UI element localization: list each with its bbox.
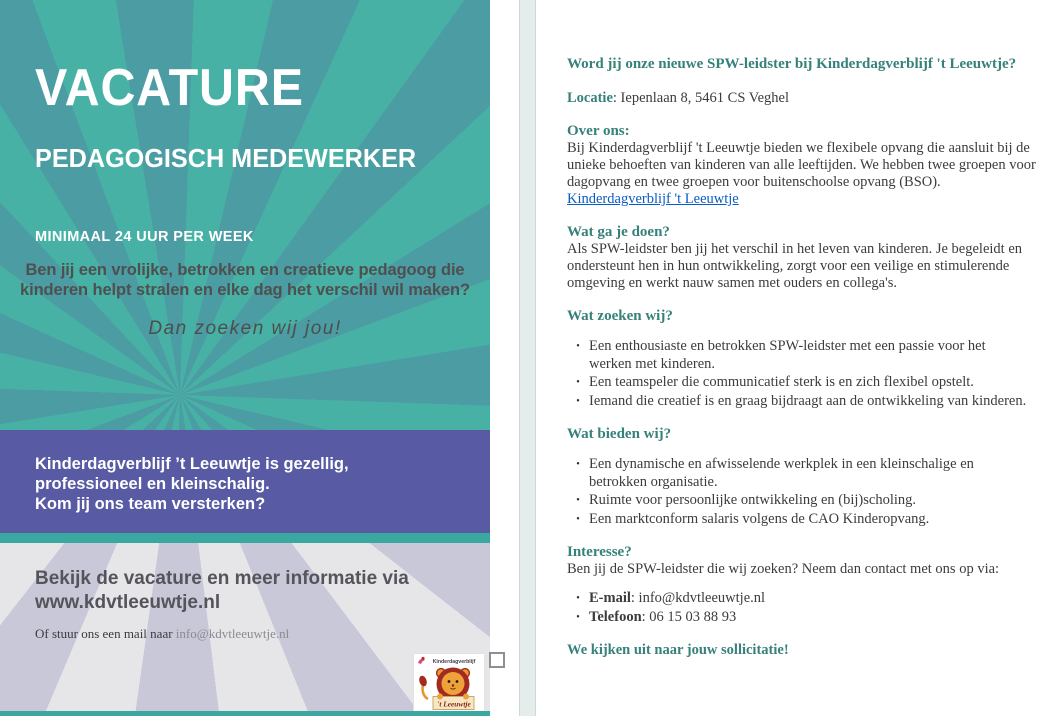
poster-subtitle: PEDAGOGISCH MEDEWERKER bbox=[35, 143, 417, 173]
location-label: Locatie bbox=[567, 90, 613, 106]
list-item: • Een dynamische en afwisselende werkplek in een kleinschalige en betrokken organisatie. bbox=[567, 456, 1047, 491]
mail-address: info@kdvtleeuwtje.nl bbox=[175, 626, 290, 641]
bullet-marker: • bbox=[576, 377, 580, 388]
bullet-marker: • bbox=[576, 593, 580, 604]
email-label: E-mail bbox=[589, 590, 631, 606]
poster-question-line2: kinderen helpt stralen en elke dag het verschil wil maken? bbox=[20, 281, 470, 299]
bullet-marker: • bbox=[576, 459, 580, 470]
poster-tagline: Dan zoeken wij jou! bbox=[148, 318, 342, 339]
bullet-marker: • bbox=[576, 513, 580, 525]
bullet-marker: • bbox=[576, 341, 580, 352]
vacancy-poster-page bbox=[0, 0, 490, 716]
closing-line: We kijken uit naar jouw sollicitatie! bbox=[567, 642, 789, 658]
phone-value: : 06 15 03 88 93 bbox=[641, 608, 737, 625]
list-item: • Een teamspeler die communicatief sterk is en zich flexibel opstelt. bbox=[567, 374, 1047, 392]
poster-hours: MINIMAAL 24 UUR PER WEEK bbox=[35, 229, 254, 245]
bullet-marker: • bbox=[576, 495, 580, 506]
lion-logo-icon bbox=[414, 654, 484, 714]
list-item: • Iemand die creatief is en graag bijdraagt aan de ontwikkeling van kinderen. bbox=[567, 393, 1047, 411]
purple-banner-line1: Kinderdagverblijf ’t Leeuwtje is gezellig, professioneel en kleinschalig. bbox=[35, 455, 349, 493]
location-value: : Iepenlaan 8, 5461 CS Veghel bbox=[612, 90, 790, 106]
poster-purple-banner bbox=[0, 430, 490, 533]
mail-line-prefix: Of stuur ons een mail naar bbox=[35, 626, 176, 641]
leeuwtje-logo bbox=[413, 653, 485, 715]
poster-question bbox=[0, 260, 490, 300]
section-title-over-ons: Over ons: bbox=[567, 123, 630, 139]
section-title-wat-ga-je-doen: Wat ga je doen? bbox=[567, 224, 670, 240]
website-text-line2: www.kdvtleeuwtje.nl bbox=[35, 592, 221, 613]
vacancy-text-page bbox=[536, 0, 1054, 716]
page-gap bbox=[519, 0, 536, 716]
bullet-marker: • bbox=[576, 395, 580, 407]
poster-footer-area bbox=[0, 543, 490, 711]
poster-question-line1: Ben jij een vrolijke, betrokken en creatieve pedagoog die bbox=[25, 261, 465, 279]
poster-mail-line bbox=[35, 626, 289, 642]
bieden-list bbox=[567, 456, 1047, 528]
contact-list bbox=[567, 590, 1047, 626]
bullet-marker: • bbox=[576, 611, 580, 623]
location-line bbox=[567, 90, 1047, 107]
empty-checkbox-handle[interactable] bbox=[489, 652, 505, 668]
svg-text:Kinderdagverblijf: Kinderdagverblijf bbox=[432, 659, 476, 665]
poster-bottom-strip bbox=[0, 711, 490, 716]
zoeken-list bbox=[567, 338, 1047, 410]
poster-title: VACATURE bbox=[35, 59, 304, 117]
doc-heading: Word jij onze nieuwe SPW-leidster bij Kinderdagverblijf 't Leeuwtje? bbox=[567, 56, 1017, 72]
list-item bbox=[567, 590, 1047, 608]
list-item bbox=[567, 609, 1047, 627]
website-text-line1: Bekijk de vacature en meer informatie via bbox=[35, 568, 409, 589]
list-item: • Een marktconform salaris volgens de CAO Kinderopvang. bbox=[567, 511, 1047, 529]
poster-website-text bbox=[35, 567, 409, 615]
over-ons-body: Bij Kinderdagverblijf 't Leeuwtje bieden we flexibele opvang die aansluit bij de unieke behoeften van kinderen van alle leeftijden. We hebben twee groepen voor dagopvang en twee groepen voor buitenschoolse opvang (BSO). bbox=[567, 140, 1036, 190]
phone-label: Telefoon bbox=[589, 608, 642, 625]
purple-banner-line2: Kom jij ons team versterken? bbox=[35, 495, 266, 513]
wat-ga-je-doen-body: Als SPW-leidster ben jij het verschil in het leven van kinderen. Je begeleidt en ondersteunt hen in hun ontwikkeling, zorgt voor een veilige en stimulerende omgeving en werkt nauw samen met ouders en collega's. bbox=[567, 241, 1023, 291]
email-value: : info@kdvtleeuwtje.nl bbox=[630, 590, 766, 606]
list-item: • Ruimte voor persoonlijke ontwikkeling en (bij)scholing. bbox=[567, 492, 1047, 510]
section-title-wat-zoeken-wij: Wat zoeken wij? bbox=[567, 308, 673, 324]
section-title-wat-bieden-wij: Wat bieden wij? bbox=[567, 426, 672, 442]
leeuwtje-link[interactable]: Kinderdagverblijf 't Leeuwtje bbox=[567, 191, 739, 207]
section-title-interesse: Interesse? bbox=[567, 544, 632, 560]
interesse-body: Ben jij de SPW-leidster die wij zoeken? Neem dan contact met ons op via: bbox=[567, 561, 1000, 577]
list-item: • Een enthousiaste en betrokken SPW-leidster met een passie voor het werken met kinderen. bbox=[567, 338, 1047, 373]
svg-text:'t Leeuwtje: 't Leeuwtje bbox=[437, 699, 471, 709]
teal-divider-strip bbox=[0, 533, 490, 543]
